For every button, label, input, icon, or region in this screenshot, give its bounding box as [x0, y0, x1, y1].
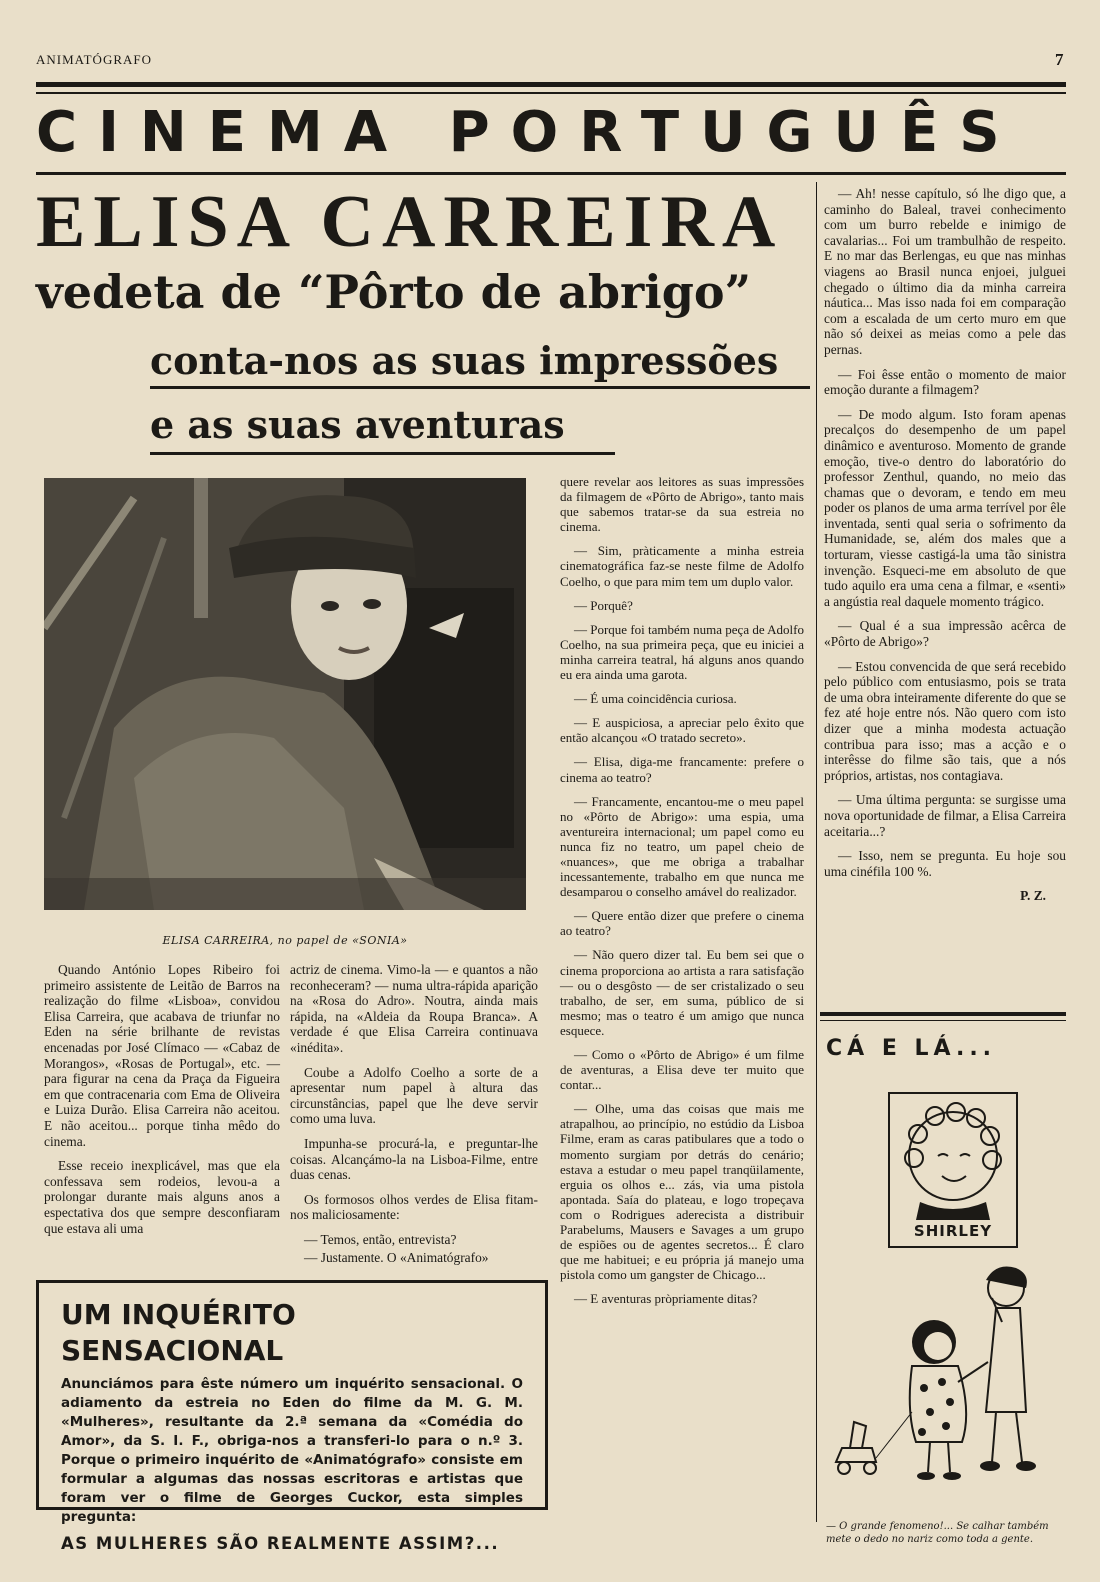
article-column-2 — [290, 962, 538, 1274]
subhead-line-2: conta-nos as suas impressões — [150, 338, 779, 383]
paragraph: Impunha-se procurá-la, e preguntar-lhe coisas. Alcançámo-la na Lisboa-Filme, entre duas cenas. — [290, 1135, 538, 1183]
paragraph: — Elisa, diga-me francamente: prefere o cinema ao teatro? — [560, 754, 804, 785]
section-title: CINEMA PORTUGUÊS — [36, 100, 1021, 165]
cale-title: CÁ E LÁ... — [826, 1036, 997, 1061]
headline: ELISA CARREIRA — [36, 181, 784, 263]
inquiry-body: Anunciámos para êste número um inquérito sensacional. O adiamento da estreia no Eden do filme da M. G. M. «Mulheres», resultante da 2.ª semana da «Comédia do Amor», da S. I. F., obriga-nos a transferi-lo para o n.º 3. Porque o primeiro inquérito de «Animatógrafo» consiste em formular a algumas das nossas escritoras e artistas que foram ver o filme de Georges Cuckor, esta simples pregunta: — [61, 1376, 523, 1525]
paragraph: — De modo algum. Isto foram apenas precalços do desempenho de um papel dinâmico e aventuroso. Momento de grande emoção, tive-o dentro do laboratório do professor Zenthul, quando, no meio das chamas que o devoram, e tendo em meu poder os planos de uma arma terrível por êle inventada, senti qual seria o sofrimento da Humanidade, se, além dos males que a torturam, viesse castigá-la uma tão sinistra invenção. Esqueci-me em absoluto de que tudo aquilo era uma cena a filmar, e «senti» a angústia real daquele momento trágico. — [824, 406, 1066, 609]
page-number: 7 — [1055, 50, 1064, 69]
photo-illustration — [44, 478, 526, 910]
paragraph: Quando António Lopes Ribeiro foi primeiro assistente de Leitão de Barros na realização do filme «Lisboa», convidou Elisa Carreira, que acabava de triunfar no Eden na série brilhante de revistas encenadas por José Clímaco — «Cabaz de Morangos», «Rosas de Portugal», etc. — para figurar na cena da Praça da Figueira em que contracenaria com Ema de Oliveira e Luiza Durão. Elisa Carreira não aceitou. E não aceitou... porque tinha mêdo do cinema. — [44, 962, 280, 1149]
subhead-rule-2 — [150, 452, 615, 455]
paragraph: — É uma coincidência curiosa. — [574, 691, 737, 707]
paragraph: Esse receio inexplicável, mas que ela confessava sem rodeios, levou-a a prolongar durante mais alguns anos a espectativa dos que sempre desconfiaram que estava ali uma — [44, 1158, 280, 1236]
paragraph: — Olhe, uma das coisas que mais me atrapalhou, ao princípio, no estúdio da Lisboa Filme, eram as caras patibulares que a todo o momento surgiam por detrás do cenário; estava a estudar o meu papel tranqüilamente, erguia os olhos e... zás, via uma pistola apontada. Saía do plateau, e logo tropeçava com o Rodrigues aderecista a distribuir Parabelums, Mausers e Savages a um grupo de espiões ou de agentes secretos... É claro que me habituei; e eu própria já manejo uma pistola como um gangster de Chicago... — [560, 1101, 804, 1283]
section-rule — [36, 172, 1066, 175]
paragraph: — Sim, pràticamente a minha estreia cinematográfica faz-se neste filme de Adolfo Coelho, o que para mim tem um duplo valor. — [560, 543, 804, 589]
actress-photo — [44, 478, 526, 910]
article-column-4 — [824, 186, 1066, 913]
top-rule-thin — [36, 92, 1066, 94]
paragraph: — Estou convencida de que será recebido pelo público com entusiasmo, pois se trata de uma obra inteiramente diferente do que se fez até hoje entre nós. Não quero com isto dizer que a minha modesta actuação contribua para isso; mas a acção e o interêsse do filme são tais, que a nós próprios, artistas, nos contagiava. — [824, 658, 1066, 783]
paragraph: — Francamente, encantou-me o meu papel no «Pôrto de Abrigo»: uma espia, uma aventureira internacional; um papel como eu nunca fiz no teatro, um papel cheio de «nuances», que me obriga a trabalhar incessantemente, trabalho em que nunca me desamparou o conselho amável do realizador. — [560, 793, 804, 900]
cale-rule — [820, 1012, 1066, 1016]
paragraph: — Temos, então, entrevista? — [304, 1231, 457, 1247]
article-column-1 — [44, 962, 280, 1245]
paragraph: — Isso, nem se pregunta. Eu hoje sou uma cinéfila 100 %. — [824, 848, 1066, 879]
paragraph: Os formosos olhos verdes de Elisa fitam-nos maliciosamente: — [290, 1191, 538, 1223]
article-column-3 — [560, 474, 804, 1316]
paragraph: quere revelar aos leitores as suas impressões da filmagem de «Pôrto de Abrigo», tanto mais que sabemos tratar-se da sua estreia no cinema. — [560, 474, 804, 535]
paragraph: actriz de cinema. Vimo-la — e quantos a não reconheceram? — numa ultra-rápida aparição na «Rosa do Adro». Noutra, ainda mais rápida, na «Aldeia da Roupa Branca». A verdade é que Elisa Carreira continuava «inédita». — [290, 962, 538, 1055]
inquiry-question: AS MULHERES SÃO REALMENTE ASSIM?... — [61, 1534, 500, 1553]
top-rule — [36, 82, 1066, 87]
photo-caption: ELISA CARREIRA, no papel de «SONIA» — [162, 934, 408, 947]
paragraph: — Não quero dizer tal. Eu bem sei que o cinema proporciona ao artista a rara satisfação — ou o desgôsto — de ser cristalizado o seu trabalho, de ser, em suma, público de si mesmo; mas o teatro é um amigo que nunca esquece. — [560, 947, 804, 1038]
paragraph: — Como o «Pôrto de Abrigo» é um filme de aventuras, a Elisa deve ter muito que contar... — [560, 1047, 804, 1093]
paragraph: — E auspiciosa, a apreciar pelo êxito que então alcançou «O tratado secreto». — [560, 715, 804, 746]
author-signature: P. Z. — [1020, 888, 1046, 904]
paragraph: — E aventuras pròpriamente ditas? — [574, 1291, 758, 1307]
subhead-line-3: e as suas aventuras — [150, 402, 565, 447]
inquiry-box — [36, 1280, 548, 1553]
paragraph: — Ah! nesse capítulo, só lhe digo que, a caminho do Baleal, travei conhecimento com um burro rebelde e inimigo de cavalarias... Foi um trambulhão de respeito. E no mar das Berlengas, eu que nas minhas viagens ao Brasil nunca enjoei, julguei chegado o último dia da minha carreira náutica... Mas isso nada foi em comparação com a escalada de um certo muro em que não só deixei as meias como a pele das pernas. — [824, 186, 1066, 357]
subhead-line-1: vedeta de “Pôrto de abrigo” — [36, 265, 752, 319]
shirley-label: SHIRLEY — [913, 1222, 993, 1240]
paragraph: — Justamente. O «Animatógrafo» — [304, 1249, 489, 1265]
cartoon-illustration — [826, 1262, 1066, 1512]
cale-rule-thin — [820, 1020, 1066, 1021]
masthead: ANIMATÓGRAFO — [36, 52, 153, 67]
column-divider — [816, 182, 817, 1522]
subhead-rule — [150, 386, 810, 389]
paragraph: — Qual é a sua impressão acêrca de «Pôrto de Abrigo»? — [824, 618, 1066, 650]
cartoon-drawing — [826, 1262, 1066, 1512]
paragraph: — Porquê? — [574, 597, 633, 613]
paragraph: Coube a Adolfo Coelho a sorte de a apresentar num papel à altura das circunstâncias, papel que lhe deve servir como uma luva. — [290, 1064, 538, 1127]
paragraph: — Porque foi também numa peça de Adolfo Coelho, na sua primeira peça, que eu iniciei a minha carreira teatral, há alguns anos quando eu era ainda uma garota. — [560, 621, 804, 683]
inquiry-title: UM INQUÉRITO SENSACIONAL — [61, 1298, 296, 1367]
paragraph: — Foi êsse então o momento de maior emoção durante a filmagem? — [824, 366, 1066, 398]
cartoon-caption: — O grande fenomeno!... Se calhar também mete o dedo no nariz como toda a gente. — [826, 1521, 1049, 1545]
paragraph: — Uma última pergunta: se surgisse uma nova oportunidade de filmar, a Elisa Carreira aceitaria...? — [824, 792, 1066, 839]
paragraph: — Quere então dizer que prefere o cinema ao teatro? — [560, 908, 804, 939]
